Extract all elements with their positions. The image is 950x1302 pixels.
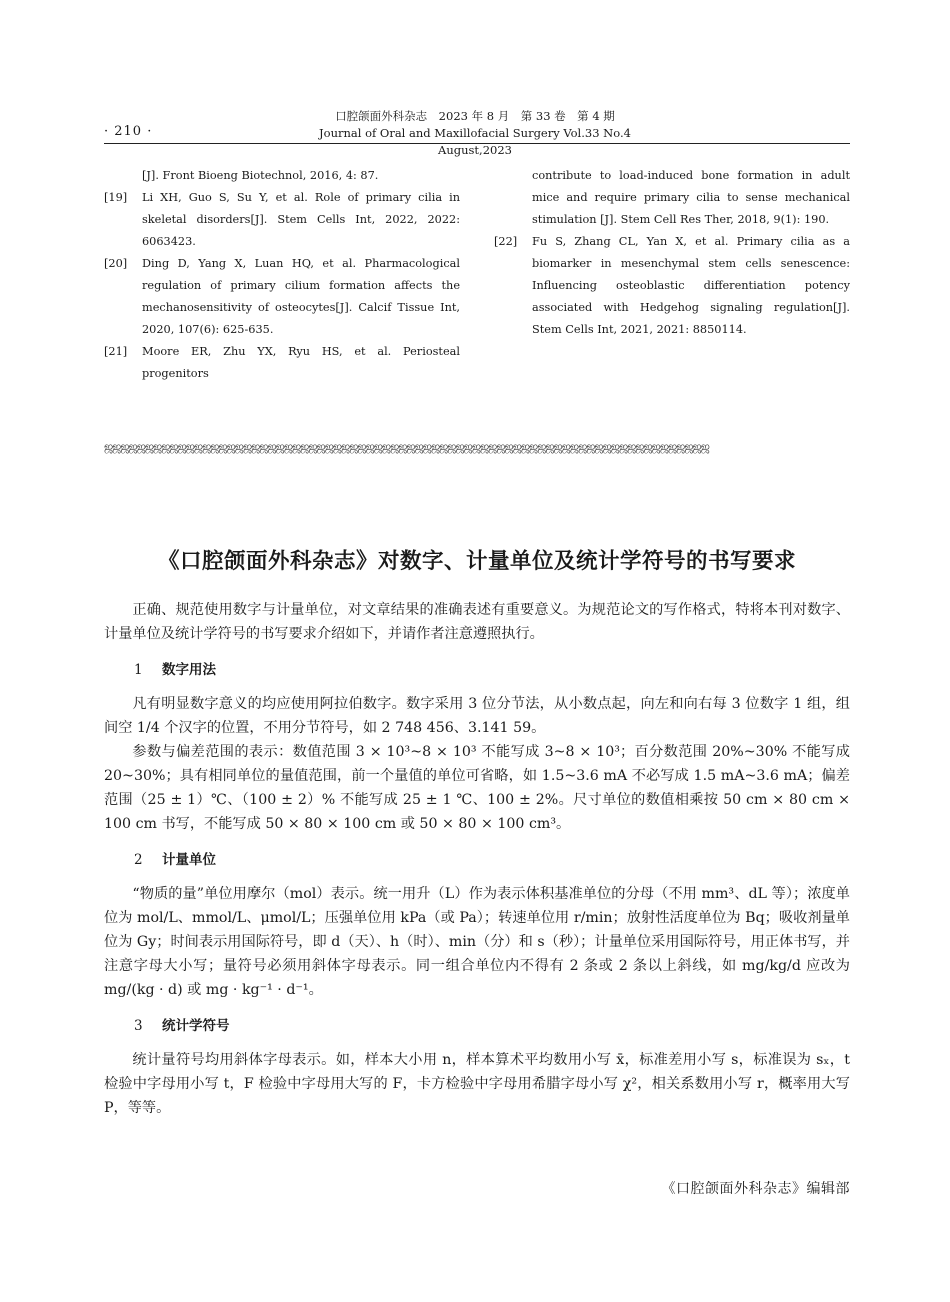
section-title: 统计学符号 (162, 1018, 230, 1034)
section-heading (104, 658, 850, 682)
journal-title-cn: 口腔颌面外科杂志 2023 年 8 月 第 33 卷 第 4 期 (335, 109, 615, 123)
ornamental-divider: ஜஜஜஜஜஜஜஜஜஜஜஜஜஜஜஜஜஜஜஜஜஜஜஜஜஜஜஜஜஜஜஜஜஜஜஜஜஜஜஜஜஜஜஜஜஜஜஜஜஜஜஜஜஜஜஜஜஜஜஜஜஜஜஜஜஜஜஜஜஜஜஜஜஜ (104, 440, 709, 453)
reference-text: contribute to load-induced bone formation in adult mice and require primary cilia to sense mechanical stimulation [J]. Stem Cell Res Ther, 2018, 9(1): 190. (532, 169, 850, 226)
reference-number: [22] (494, 235, 518, 248)
section-heading (104, 1014, 850, 1038)
reference-text: [J]. Front Bioeng Biotechnol, 2016, 4: 87. (142, 169, 379, 182)
reference-number: [20] (104, 257, 128, 270)
editorial-signature: 《口腔颌面外科杂志》编辑部 (661, 1181, 850, 1197)
reference-item (494, 231, 850, 341)
body-paragraph: 参数与偏差范围的表示：数值范围 3 × 10³~8 × 10³ 不能写成 3~8 × 10³；百分数范围 20%~30% 不能写成 20~30%；具有相同单位的量值范围，前一个量值的单位可省略，如 1.5~3.6 mA 不必写成 1.5 mA~3.6 mA；偏差范围（25 ± 1）℃、（100 ± 2）% 不能写成 25 ± 1 ℃、100 ± 2%。尺寸单位的数值相乘按 50 cm × 80 cm × 100 cm 书写，不能写成 50 × 80 × 100 cm 或 50 × 80 × 100 cm³。 (104, 744, 850, 832)
journal-title-en: Journal of Oral and Maxillofacial Surgery Vol.33 No.4 August,2023 (319, 126, 631, 157)
section-number: 2 (134, 852, 143, 868)
section-title: 数字用法 (162, 662, 216, 678)
reference-list-left (104, 165, 460, 385)
article-title: 《口腔颌面外科杂志》对数字、计量单位及统计学符号的书写要求 (157, 549, 796, 574)
reference-item (494, 165, 850, 231)
section-number: 1 (134, 662, 143, 678)
reference-item (104, 253, 460, 341)
reference-text: Li XH, Guo S, Su Y, et al. Role of primary cilia in skeletal disorders[J]. Stem Cells Int, 2022, 2022: 6063423. (142, 191, 460, 248)
header-rule (104, 143, 850, 144)
page-number: · 210 · (104, 124, 153, 139)
reference-list-right (494, 165, 850, 341)
reference-text: Fu S, Zhang CL, Yan X, et al. Primary cilia as a biomarker in mesenchymal stem cells senescence: Influencing osteoblastic differentiation potency associated with Hedgehog signaling regulation[J]. Stem Cells Int, 2021, 2021: 8850114. (532, 235, 850, 336)
running-header (300, 108, 650, 159)
section-number: 3 (134, 1018, 143, 1034)
body-paragraph: 统计量符号均用斜体字母表示。如，样本大小用 n，样本算术平均数用小写 x̄，标准差用小写 s，标准误为 sₓ，t 检验中字母用小写 t，F 检验中字母用大写的 F，卡方检验中字母用希腊字母小写 χ²，相关系数用小写 r，概率用大写 P，等等。 (104, 1052, 850, 1116)
reference-number: [19] (104, 191, 128, 204)
body-paragraph: 凡有明显数字意义的均应使用阿拉伯数字。数字采用 3 位分节法，从小数点起，向左和向右每 3 位数字 1 组，组间空 1/4 个汉字的位置，不用分节符号，如 2 748 456、3.141 59。 (104, 696, 850, 736)
reference-item (104, 165, 460, 187)
reference-item (104, 341, 460, 385)
reference-number: [21] (104, 345, 128, 358)
reference-text: Ding D, Yang X, Luan HQ, et al. Pharmacological regulation of primary cilium formation affects the mechanosensitivity of osteocytes[J]. Calcif Tissue Int, 2020, 107(6): 625-635. (142, 257, 460, 336)
section-title: 计量单位 (162, 852, 216, 868)
reference-text: Moore ER, Zhu YX, Ryu HS, et al. Periosteal progenitors (142, 345, 460, 380)
section-heading (104, 848, 850, 872)
article-body (104, 598, 850, 1120)
intro-paragraph: 正确、规范使用数字与计量单位，对文章结果的准确表述有重要意义。为规范论文的写作格式，特将本刊对数字、计量单位及统计学符号的书写要求介绍如下，并请作者注意遵照执行。 (104, 602, 850, 642)
body-paragraph: “物质的量”单位用摩尔（mol）表示。统一用升（L）作为表示体积基准单位的分母（不用 mm³、dL 等）；浓度单位为 mol/L、mmol/L、μmol/L；压强单位用 kPa（或 Pa）；转速单位用 r/min；放射性活度单位为 Bq；吸收剂量单位为 Gy；时间表示用国际符号，即 d（天）、h（时）、min（分）和 s（秒）；计量单位采用国际符号，用正体书写，并注意字母大小写；量符号必须用斜体字母表示。同一组合单位内不得有 2 条或 2 条以上斜线，如 mg/kg/d 应改为 mg/(kg · d) 或 mg · kg⁻¹ · d⁻¹。 (104, 886, 850, 998)
reference-item (104, 187, 460, 253)
